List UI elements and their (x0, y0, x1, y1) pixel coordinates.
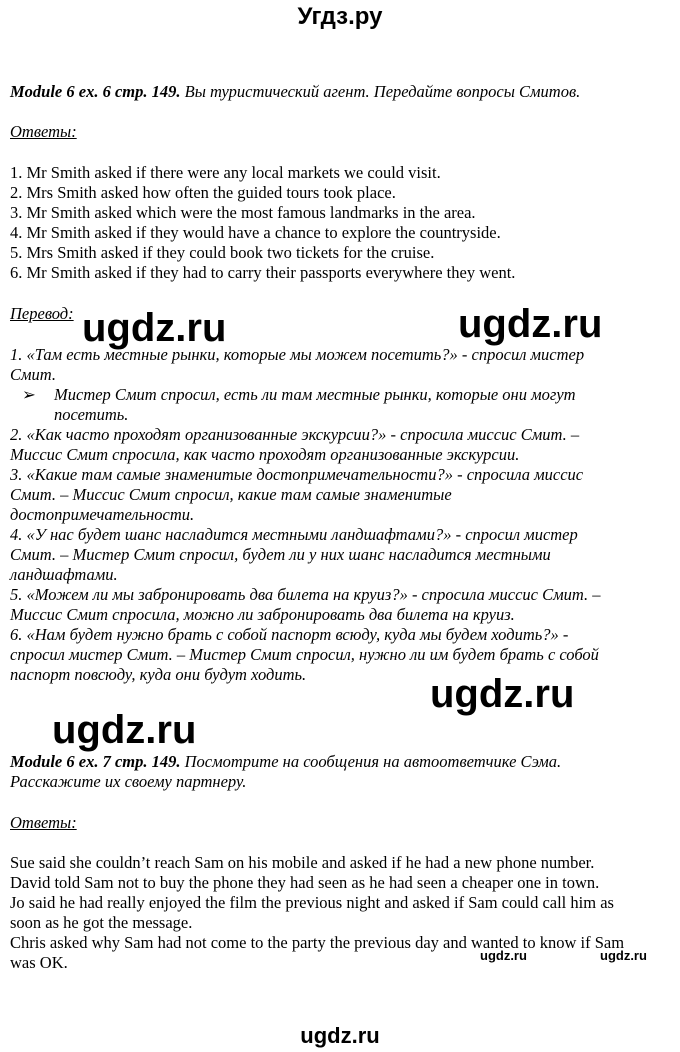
answer-line: was OK. (10, 953, 68, 972)
translation-line: 2. «Как часто проходят организованные экскурсии?» - спросила миссис Смит. – (10, 425, 580, 444)
ex7-heading-line2: Расскажите их своему партнеру. (10, 772, 247, 791)
translation-line: достопримечательности. (10, 505, 195, 524)
watermark: ugdz.ru (458, 302, 603, 346)
watermark: ugdz.ru (430, 672, 575, 716)
ex6-translation-block (10, 345, 670, 685)
ex6-answers-list (10, 163, 670, 283)
answer-line: Sue said she couldn’t reach Sam on his mobile and asked if he had a new phone number. (10, 853, 595, 872)
ex7-answers-list (10, 853, 670, 973)
ex7-heading-bold: Module 6 ex. 7 стр. 149. (10, 752, 181, 771)
translation-line: ландшафтами. (10, 565, 118, 584)
translation-line: Миссис Смит спросила, можно ли забронировать два билета на круиз. (10, 605, 515, 624)
translation-line: Смит. (10, 365, 57, 384)
translation-line: паспорт повсюду, куда они будут ходить. (10, 665, 307, 684)
site-title: Угдз.ру (297, 3, 383, 30)
answer-line: 3. Mr Smith asked which were the most famous landmarks in the area. (10, 203, 476, 222)
watermark: ugdz.ru (480, 948, 527, 963)
answer-line: 4. Mr Smith asked if they would have a chance to explore the countryside. (10, 223, 501, 242)
ex6-heading-text: Вы туристический агент. Передайте вопросы Смитов. (180, 82, 581, 101)
ex6-heading (10, 82, 670, 102)
answer-line: 2. Mrs Smith asked how often the guided tours took place. (10, 183, 396, 202)
ex6-translation-label: Перевод: (10, 304, 74, 323)
answer-line: Jo said he had really enjoyed the film the previous night and asked if Sam could call him as (10, 893, 614, 912)
translation-line: Смит. – Мистер Смит спросил, будет ли у них шанс насладится местными (10, 545, 551, 564)
translation-line: Миссис Смит спросила, как часто проходят организованные экскурсии. (10, 445, 520, 464)
watermark: ugdz.ru (300, 1023, 380, 1048)
watermark: ugdz.ru (82, 306, 227, 350)
watermark: ugdz.ru (52, 708, 197, 752)
translation-line: спросил мистер Смит. – Мистер Смит спросил, нужно ли им будет брать с собой (10, 645, 599, 664)
answer-line: 1. Mr Smith asked if there were any local markets we could visit. (10, 163, 441, 182)
translation-line: 4. «У нас будет шанс насладится местными ландшафтами?» - спросил мистер (10, 525, 578, 544)
ex6-answers-label: Ответы: (10, 122, 77, 141)
bullet-line: Мистер Смит спросил, есть ли там местные рынки, которые они могут (54, 385, 576, 404)
answer-line: 5. Mrs Smith asked if they could book two tickets for the cruise. (10, 243, 435, 262)
translation-line: 1. «Там есть местные рынки, которые мы можем посетить?» - спросил мистер (10, 345, 585, 364)
bullet-item (10, 385, 670, 425)
ex6-heading-bold: Module 6 ex. 6 стр. 149. (10, 82, 181, 101)
translation-line: 5. «Можем ли мы забронировать два билета на круиз?» - спросила миссис Смит. – (10, 585, 601, 604)
answer-line: soon as he got the message. (10, 913, 193, 932)
answer-line: Chris asked why Sam had not come to the party the previous day and wanted to know if Sam (10, 933, 625, 952)
translation-line: 3. «Какие там самые знаменитые достопримечательности?» - спросила миссис (10, 465, 584, 484)
ex7-answers-label: Ответы: (10, 813, 77, 832)
translation-line: 6. «Нам будет нужно брать с собой паспорт всюду, куда мы будем ходить?» - (10, 625, 569, 644)
answer-line: 6. Mr Smith asked if they had to carry their passports everywhere they went. (10, 263, 516, 282)
translation-line: Смит. – Миссис Смит спросил, какие там самые знаменитые (10, 485, 452, 504)
ex7-heading-text: Посмотрите на сообщения на автоответчике Сэма. (180, 752, 562, 771)
watermark: ugdz.ru (600, 948, 647, 963)
bullet-line: посетить. (54, 405, 129, 424)
ex7-heading (10, 752, 670, 792)
arrow-bullet-icon: ➢ (22, 385, 36, 404)
answer-line: David told Sam not to buy the phone they had seen as he had seen a cheaper one in town. (10, 873, 600, 892)
